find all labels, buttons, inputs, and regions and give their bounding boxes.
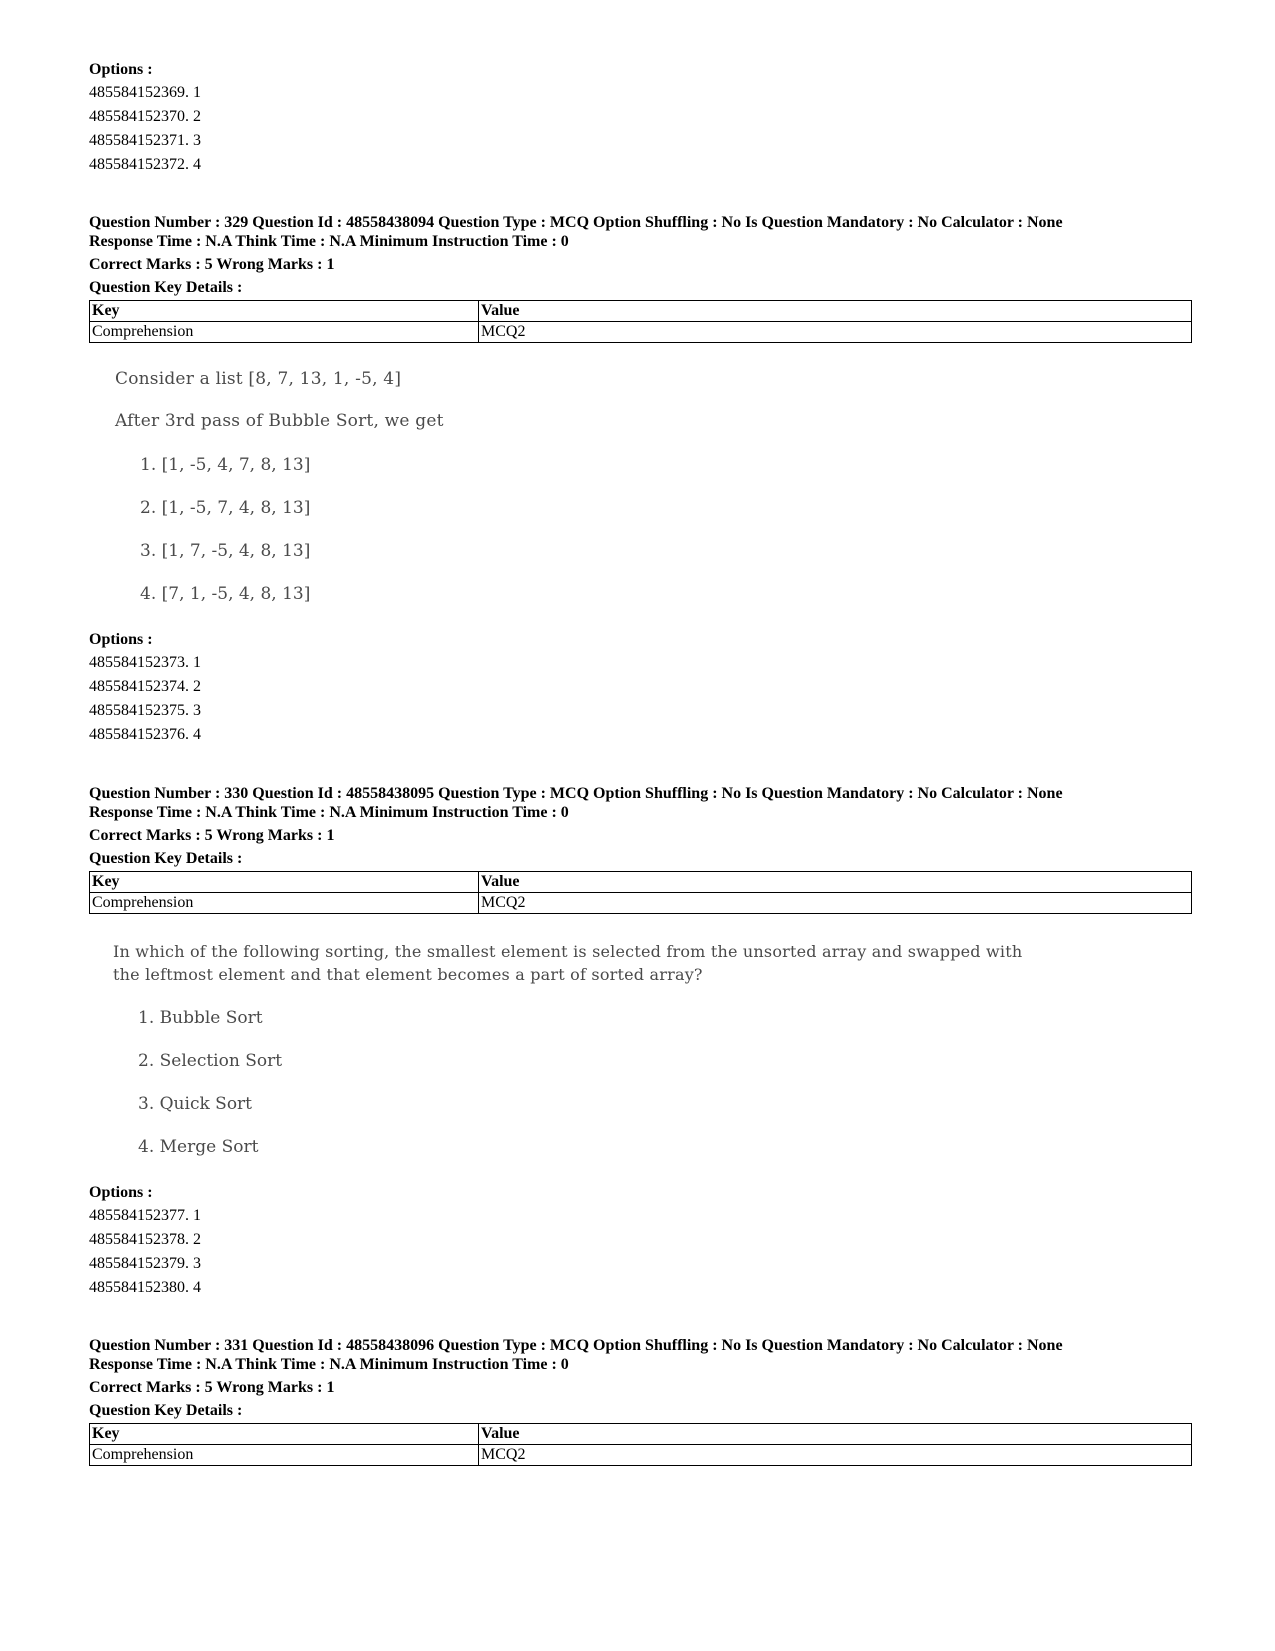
table-header-row <box>90 872 1192 893</box>
table-header-value: Value <box>479 1424 1192 1445</box>
question-timing: Response Time : N.A Think Time : N.A Minimum Instruction Time : 0 <box>89 804 569 821</box>
table-header-row <box>90 1424 1192 1445</box>
question-block-329 <box>89 213 1192 606</box>
question-stem-line: the leftmost element and that element becomes a part of sorted array? <box>113 965 703 984</box>
option-item: 485584152371. 3 <box>89 132 201 149</box>
question-choice: 3. [1, 7, -5, 4, 8, 13] <box>140 541 311 561</box>
options-label: Options : <box>89 631 153 648</box>
options-label: Options : <box>89 61 153 78</box>
question-choice: 4. Merge Sort <box>138 1137 259 1157</box>
options-block-330 <box>89 1182 201 1300</box>
question-header: Question Number : 330 Question Id : 48558438095 Question Type : MCQ Option Shuffling : No Is Question Mandatory : No Calculator : None <box>89 785 1063 802</box>
option-item: 485584152373. 1 <box>89 654 201 671</box>
key-details-table <box>89 1423 1192 1466</box>
question-image <box>113 940 1192 1159</box>
question-choice: 2. [1, -5, 7, 4, 8, 13] <box>140 498 311 518</box>
table-row <box>90 322 1192 343</box>
table-header-row <box>90 301 1192 322</box>
option-item: 485584152369. 1 <box>89 84 201 101</box>
question-header: Question Number : 329 Question Id : 48558438094 Question Type : MCQ Option Shuffling : No Is Question Mandatory : No Calculator : None <box>89 214 1063 231</box>
table-cell-key: Comprehension <box>90 893 479 914</box>
question-image <box>115 367 1192 606</box>
option-item: 485584152377. 1 <box>89 1207 201 1224</box>
table-row <box>90 1445 1192 1466</box>
option-item: 485584152374. 2 <box>89 678 201 695</box>
question-stem-line: After 3rd pass of Bubble Sort, we get <box>115 411 444 431</box>
options-block-329 <box>89 629 201 747</box>
question-block-330 <box>89 784 1192 1159</box>
table-header-value: Value <box>479 872 1192 893</box>
question-marks: Correct Marks : 5 Wrong Marks : 1 <box>89 1379 335 1396</box>
question-timing: Response Time : N.A Think Time : N.A Minimum Instruction Time : 0 <box>89 233 569 250</box>
table-cell-value: MCQ2 <box>479 322 1192 343</box>
options-label: Options : <box>89 1184 153 1201</box>
option-item: 485584152380. 4 <box>89 1279 201 1296</box>
question-block-331 <box>89 1336 1192 1466</box>
key-details-table <box>89 300 1192 343</box>
question-timing: Response Time : N.A Think Time : N.A Minimum Instruction Time : 0 <box>89 1356 569 1373</box>
option-item: 485584152372. 4 <box>89 156 201 173</box>
options-block-top <box>89 59 201 177</box>
table-header-value: Value <box>479 301 1192 322</box>
question-marks: Correct Marks : 5 Wrong Marks : 1 <box>89 256 335 273</box>
table-row <box>90 893 1192 914</box>
table-cell-key: Comprehension <box>90 322 479 343</box>
key-details-label: Question Key Details : <box>89 850 243 867</box>
question-choice: 2. Selection Sort <box>138 1051 283 1071</box>
question-choice: 4. [7, 1, -5, 4, 8, 13] <box>140 584 311 604</box>
question-marks: Correct Marks : 5 Wrong Marks : 1 <box>89 827 335 844</box>
option-item: 485584152378. 2 <box>89 1231 201 1248</box>
table-cell-value: MCQ2 <box>479 1445 1192 1466</box>
question-stem-line: Consider a list [8, 7, 13, 1, -5, 4] <box>115 369 402 389</box>
option-item: 485584152379. 3 <box>89 1255 201 1272</box>
table-cell-key: Comprehension <box>90 1445 479 1466</box>
table-header-key: Key <box>90 872 479 893</box>
key-details-label: Question Key Details : <box>89 279 243 296</box>
question-choice: 3. Quick Sort <box>138 1094 253 1114</box>
question-choice: 1. [1, -5, 4, 7, 8, 13] <box>140 455 311 475</box>
table-cell-value: MCQ2 <box>479 893 1192 914</box>
question-choice: 1. Bubble Sort <box>138 1008 263 1028</box>
table-header-key: Key <box>90 1424 479 1445</box>
key-details-label: Question Key Details : <box>89 1402 243 1419</box>
table-header-key: Key <box>90 301 479 322</box>
key-details-table <box>89 871 1192 914</box>
option-item: 485584152376. 4 <box>89 726 201 743</box>
question-header: Question Number : 331 Question Id : 48558438096 Question Type : MCQ Option Shuffling : No Is Question Mandatory : No Calculator : None <box>89 1337 1063 1354</box>
option-item: 485584152370. 2 <box>89 108 201 125</box>
option-item: 485584152375. 3 <box>89 702 201 719</box>
question-stem-line: In which of the following sorting, the smallest element is selected from the unsorted array and swapped with <box>113 942 1023 961</box>
